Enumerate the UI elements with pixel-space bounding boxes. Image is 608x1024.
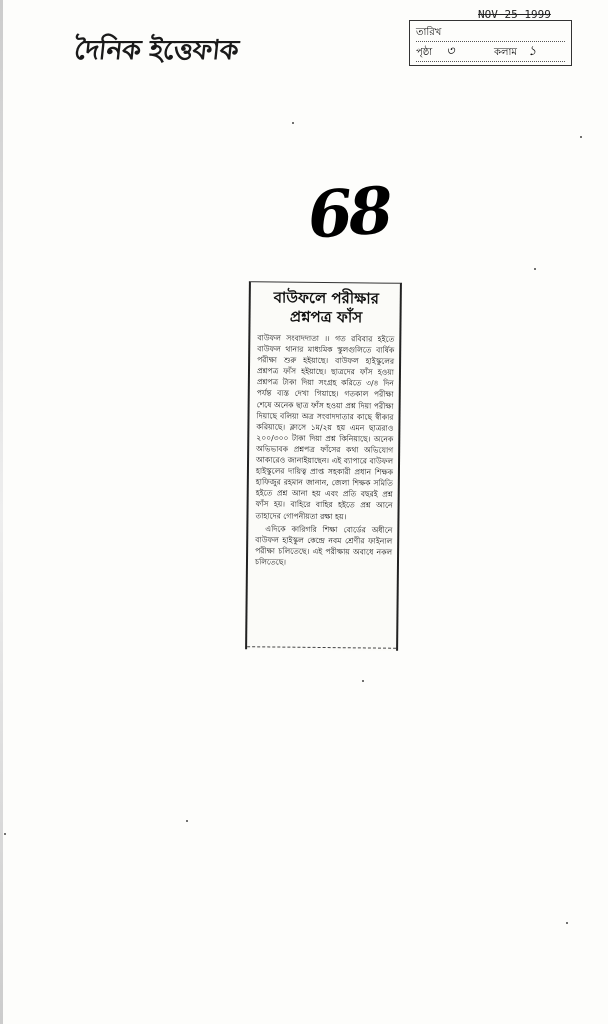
scan-speck	[566, 922, 568, 924]
article-paragraph-2: এদিকে কারিগরি শিক্ষা বোর্ডের অধীনে বাউফল হাইস্কুল কেন্দ্রে নবম শ্রেণীর ফাইনাল পরীক্ষা চলিতেছে। এই পরীক্ষায় অবাধে নকল চলিতেছে।	[254, 523, 393, 567]
scan-speck	[580, 136, 582, 138]
scan-speck	[4, 833, 6, 835]
date-label: তারিখ	[416, 27, 442, 38]
scan-edge	[0, 0, 3, 1024]
scan-speck	[186, 820, 188, 822]
newspaper-clipping	[245, 281, 402, 651]
article-headline	[257, 288, 394, 327]
handwritten-page-number: 68	[305, 173, 392, 254]
article-body	[255, 332, 394, 568]
scan-speck	[534, 268, 536, 270]
page-value: ৩	[446, 44, 455, 59]
date-stamp: NOV 25 1999	[478, 8, 551, 21]
headline-line-2: প্রশ্নপত্র ফাঁস	[289, 307, 363, 327]
scan-speck	[292, 122, 294, 124]
headline-line-1: বাউফলে পরীক্ষার	[273, 288, 379, 308]
date-row	[416, 25, 565, 42]
article-paragraph-1: বাউফল সংবাদদাতা ।। গত রবিবার হইতে বাউফল থানার মাধ্যমিক স্কুলগুলিতে বার্ষিক পরীক্ষা শুরু হইয়াছে। বাউফল হাইস্কুলের প্রশ্নপত্র ফাঁস হইয়াছে। ছাত্রদের ফাঁস হওয়া প্রশ্নপত্র টাকা দিয়া সংগ্রহ করিতে ৩/৪ দিন পর্যন্ত ব্যস্ত দেখা গিয়াছে। গতকাল পরীক্ষা শেষে অনেক ছাত্র ফাঁস হওয়া প্রশ্ন দিয়া পরীক্ষা দিয়াছে বলিয়া অত্র সংবাদদাতার কাছে স্বীকার করিয়াছে। ক্লাসে ১ম/২য় হয় এমন ছাত্ররাও ২০০/৩০০ টাকা দিয়া প্রশ্ন কিনিয়াছে। অনেক অভিভাবক প্রশ্নপত্র ফাঁসের কথা অভিযোগ আকারেও জানাইয়াছেন। এই ব্যাপারে বাউফল হাইস্কুলের দায়িত্ব প্রাপ্ত সহকারী প্রধান শিক্ষক হাফিজুর রহমান জানান, জেলা শিক্ষক সমিতি হইতে প্রশ্ন আনা হয় এবং প্রতি বছরই প্রশ্ন ফাঁস হয়। বাহিরে বাহির হইতে প্রশ্ন আনে তাহাদের গোপনীয়তা রক্ষা হয়।	[255, 333, 395, 521]
column-value: ১	[528, 44, 537, 59]
page-label: পৃষ্ঠা	[416, 47, 433, 58]
column-label: কলাম	[494, 47, 517, 58]
newspaper-masthead: দৈনিক ইত্তেফাক	[72, 35, 240, 66]
reference-box	[409, 20, 572, 66]
scan-speck	[362, 680, 364, 682]
page-column-row	[416, 45, 565, 62]
clipping-cut-edge	[247, 645, 396, 649]
